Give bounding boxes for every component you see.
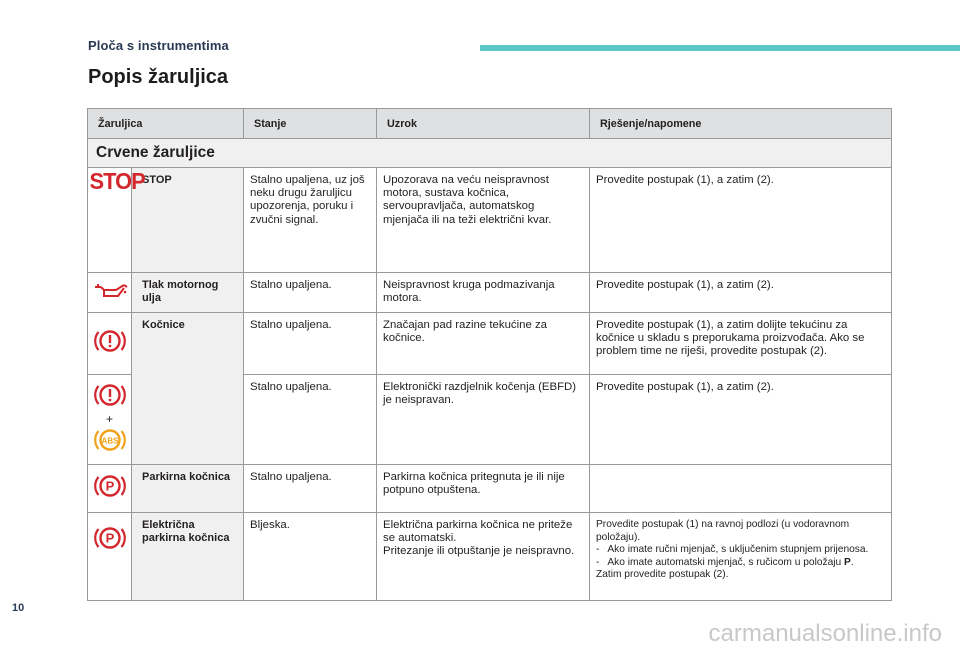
electric-parking-brake-icon xyxy=(88,513,132,601)
lamp-solution xyxy=(590,513,892,601)
brake-circle-icon xyxy=(93,380,127,410)
page-number: 10 xyxy=(12,602,25,614)
oil-can-icon xyxy=(92,281,128,299)
lamp-solution: Provedite postupak (1), a zatim dolijte tekućinu za kočnice u skladu s preporukama proizvođača. Ako se problem time ne riješi, provedite postupak (2). xyxy=(590,313,892,375)
column-header-solution: Rješenje/napomene xyxy=(590,109,892,139)
solution-intro: Provedite postupak (1) na ravnoj podlozi (u vodoravnom položaju). xyxy=(596,519,850,543)
solution-outro: Zatim provedite postupak (2). xyxy=(596,569,729,581)
column-header-lamp: Žaruljica xyxy=(88,109,244,139)
lamp-solution: Provedite postupak (1), a zatim (2). xyxy=(590,375,892,465)
svg-text:P: P xyxy=(105,478,114,494)
lamp-name: Kočnice xyxy=(132,313,244,465)
lamp-cause: Elektronički razdjelnik kočenja (EBFD) je neispravan. xyxy=(377,375,590,465)
lamp-cause: Neispravnost kruga podmazivanja motora. xyxy=(377,273,590,313)
table-row xyxy=(88,273,892,313)
bullet-dash: - xyxy=(596,544,600,556)
lamp-state: Stalno upaljena. xyxy=(244,273,377,313)
solution-bullet: - Ako imate ručni mjenjač, s uključenim stupnjem prijenosa. xyxy=(596,544,869,556)
brake-circle-icon xyxy=(93,326,127,356)
lamp-name: STOP xyxy=(132,168,244,273)
abs-icon xyxy=(93,425,127,455)
table-row xyxy=(88,313,892,375)
table-row xyxy=(88,465,892,513)
section-label: Crvene žaruljice xyxy=(88,139,892,168)
lamp-name: Tlak motornog ulja xyxy=(132,273,244,313)
lamp-state: Stalno upaljena, uz još neku drugu žaruljicu upozorenja, poruku i zvučni signal. xyxy=(244,168,377,273)
parking-p-icon xyxy=(93,523,127,553)
table-row xyxy=(88,168,892,273)
parking-p-icon xyxy=(93,471,127,501)
cause-line: Pritezanje ili otpuštanje je neispravno. xyxy=(383,545,575,558)
plus-sign: + xyxy=(105,411,113,426)
section-title: Ploča s instrumentima xyxy=(88,38,229,53)
column-header-cause: Uzrok xyxy=(377,109,590,139)
lamp-solution xyxy=(590,465,892,513)
table-header-row xyxy=(88,109,892,139)
lamp-name: Parkirna kočnica xyxy=(132,465,244,513)
section-accent-bar xyxy=(480,45,960,51)
column-header-state: Stanje xyxy=(244,109,377,139)
brake-abs-icon xyxy=(88,375,132,465)
lamp-state: Stalno upaljena. xyxy=(244,465,377,513)
solution-bullet: - Ako imate automatski mjenjač, s ručicom u položaju P. xyxy=(596,556,854,568)
lamp-solution: Provedite postupak (1), a zatim (2). xyxy=(590,273,892,313)
lamp-state: Stalno upaljena. xyxy=(244,313,377,375)
parking-brake-icon xyxy=(88,465,132,513)
watermark: carmanualsonline.info xyxy=(708,620,942,647)
brake-warning-icon xyxy=(88,313,132,375)
lamp-solution: Provedite postupak (1), a zatim (2). xyxy=(590,168,892,273)
lamp-state: Stalno upaljena. xyxy=(244,375,377,465)
lamp-state: Bljeska. xyxy=(244,513,377,601)
lamp-cause: Značajan pad razine tekućine za kočnice. xyxy=(377,313,590,375)
svg-text:P: P xyxy=(105,530,114,546)
section-row-red-lamps xyxy=(88,139,892,168)
page-title: Popis žaruljica xyxy=(88,66,229,88)
svg-text:ABS: ABS xyxy=(101,435,118,445)
lamp-name: Električna parkirna kočnica xyxy=(132,513,244,601)
lamp-cause xyxy=(377,513,590,601)
lamp-cause: Upozorava na veću neispravnost motora, sustava kočnica, servoupravljača, automatskog mjenjača ili na teži električni kvar. xyxy=(377,168,590,273)
warning-lamps-table xyxy=(87,108,892,601)
stop-icon: STOP xyxy=(88,168,132,273)
oil-pressure-icon xyxy=(88,273,132,313)
bullet-dash: - xyxy=(596,556,600,568)
lamp-cause: Parkirna kočnica pritegnuta je ili nije potpuno otpuštena. xyxy=(377,465,590,513)
table-row xyxy=(88,513,892,601)
cause-line: Električna parkirna kočnica ne priteže se automatski. xyxy=(383,519,573,545)
